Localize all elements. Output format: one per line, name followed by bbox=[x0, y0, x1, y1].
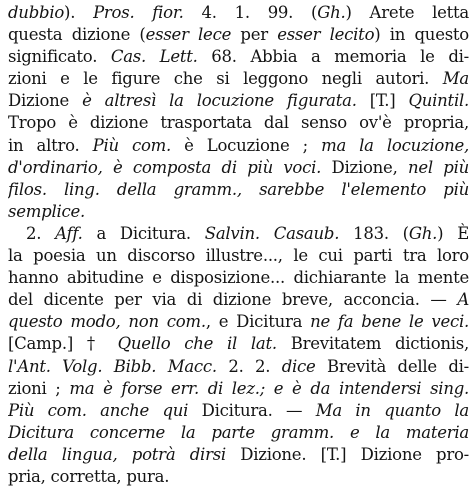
text-line bbox=[8, 2, 469, 24]
text-segment: pria, corretta, pura. bbox=[8, 466, 170, 486]
italic-text-segment: Dicitura concerne la parte gramm. e la materia bbox=[8, 422, 469, 442]
italic-text-segment: nel più bbox=[407, 157, 469, 177]
italic-text-segment: ne fa bene le veci. bbox=[310, 312, 469, 332]
italic-text-segment: esser lece bbox=[145, 25, 232, 45]
italic-text-segment: ma la locuzione, bbox=[321, 135, 469, 155]
text-segment: in altro. bbox=[8, 135, 93, 155]
text-line bbox=[8, 112, 469, 134]
italic-text-segment: Cas. Lett. bbox=[110, 47, 198, 67]
text-segment: la poesia un discorso illustre..., le cui parti tra loro bbox=[8, 246, 469, 266]
italic-text-segment: Ma bbox=[442, 69, 469, 89]
text-segment: 2. bbox=[26, 223, 56, 243]
italic-text-segment: Gh. bbox=[408, 223, 438, 243]
italic-text-segment: ma è forse err. di lez.; e è da intendersi sing. bbox=[69, 378, 469, 398]
italic-text-segment: della lingua, potrà dirsi bbox=[8, 444, 226, 464]
text-line bbox=[8, 422, 469, 444]
text-line bbox=[8, 157, 469, 179]
italic-text-segment: Ma in quanto la bbox=[315, 400, 469, 420]
text-line bbox=[8, 466, 469, 488]
text-segment: ) Arete letta bbox=[345, 3, 469, 22]
text-line bbox=[8, 400, 469, 422]
text-line bbox=[8, 356, 469, 378]
text-line bbox=[8, 179, 469, 201]
italic-text-segment: Salvin. Casaub. bbox=[204, 223, 340, 243]
text-segment: Tropo è dizione trasportata dal senso ov'è propria, bbox=[8, 113, 469, 133]
italic-text-segment: Quintil. bbox=[408, 91, 469, 111]
italic-text-segment: è altresì la locuzione figurata. bbox=[82, 91, 357, 111]
text-segment: 68. Abbia a memoria le di- bbox=[197, 47, 469, 67]
text-segment: 4. 1. 99. ( bbox=[183, 3, 318, 22]
text-segment: a Dicitura. bbox=[82, 223, 205, 243]
text-line bbox=[8, 223, 469, 245]
text-line bbox=[8, 245, 469, 267]
text-segment: 2. 2. bbox=[216, 356, 282, 376]
text-segment: Dicitura. — bbox=[188, 400, 316, 420]
text-line bbox=[8, 68, 469, 90]
italic-text-segment: Pros. fior. bbox=[93, 3, 184, 22]
italic-text-segment: semplice. bbox=[8, 201, 85, 221]
italic-text-segment: Gh. bbox=[317, 3, 346, 22]
text-segment: significato. bbox=[8, 47, 111, 67]
italic-text-segment: filos. ling. della gramm., sarebbe l'elemento più bbox=[8, 179, 469, 199]
text-segment: Dizione, bbox=[321, 157, 408, 177]
italic-text-segment: Più com. anche qui bbox=[8, 400, 189, 420]
text-segment: , e Dicitura bbox=[205, 312, 311, 332]
italic-text-segment: Aff. bbox=[55, 223, 83, 243]
text-segment: ) È bbox=[437, 223, 469, 243]
text-line bbox=[8, 289, 469, 311]
text-segment: Brevità delle di- bbox=[315, 356, 469, 376]
text-segment: [Camp.] † bbox=[8, 334, 118, 354]
text-line bbox=[8, 135, 469, 157]
text-segment: per bbox=[231, 25, 278, 45]
text-line bbox=[8, 46, 469, 68]
italic-text-segment: Quello che il lat. bbox=[117, 334, 277, 354]
text-segment: del dicente per via di dizione breve, acconcia. — bbox=[8, 290, 458, 310]
text-line bbox=[8, 24, 469, 46]
text-segment: è Locuzione ; bbox=[171, 135, 322, 155]
italic-text-segment: l'Ant. Volg. Bibb. Macc. bbox=[8, 356, 217, 376]
text-line bbox=[8, 333, 469, 355]
text-segment: Brevitatem dictionis, bbox=[276, 334, 469, 354]
text-segment: ) in questo bbox=[374, 25, 469, 45]
italic-text-segment: A bbox=[457, 290, 469, 310]
text-line bbox=[8, 201, 469, 223]
italic-text-segment: questo modo, non com. bbox=[8, 312, 206, 332]
text-line bbox=[8, 90, 469, 112]
text-segment: zioni ; bbox=[8, 378, 70, 398]
text-segment: ). bbox=[64, 3, 94, 22]
text-line bbox=[8, 378, 469, 400]
text-segment: hanno abitudine e disposizione... dichiarante la mente bbox=[8, 268, 469, 288]
text-segment: 183. ( bbox=[339, 223, 409, 243]
text-segment: Dizione. [T.] Dizione pro- bbox=[225, 444, 469, 464]
text-segment: questa dizione ( bbox=[8, 25, 146, 45]
text-line bbox=[8, 444, 469, 466]
text-line bbox=[8, 267, 469, 289]
italic-text-segment: esser lecito bbox=[277, 25, 375, 45]
text-segment: Dizione bbox=[8, 91, 83, 111]
italic-text-segment: dubbio bbox=[8, 3, 65, 22]
italic-text-segment: Più com. bbox=[92, 135, 172, 155]
italic-text-segment: d'ordinario, è composta di più voci. bbox=[8, 157, 322, 177]
text-line bbox=[8, 311, 469, 333]
italic-text-segment: dice bbox=[281, 356, 316, 376]
text-segment: zioni e le figure che si leggono negli autori. bbox=[8, 69, 443, 89]
text-segment: [T.] bbox=[356, 91, 409, 111]
